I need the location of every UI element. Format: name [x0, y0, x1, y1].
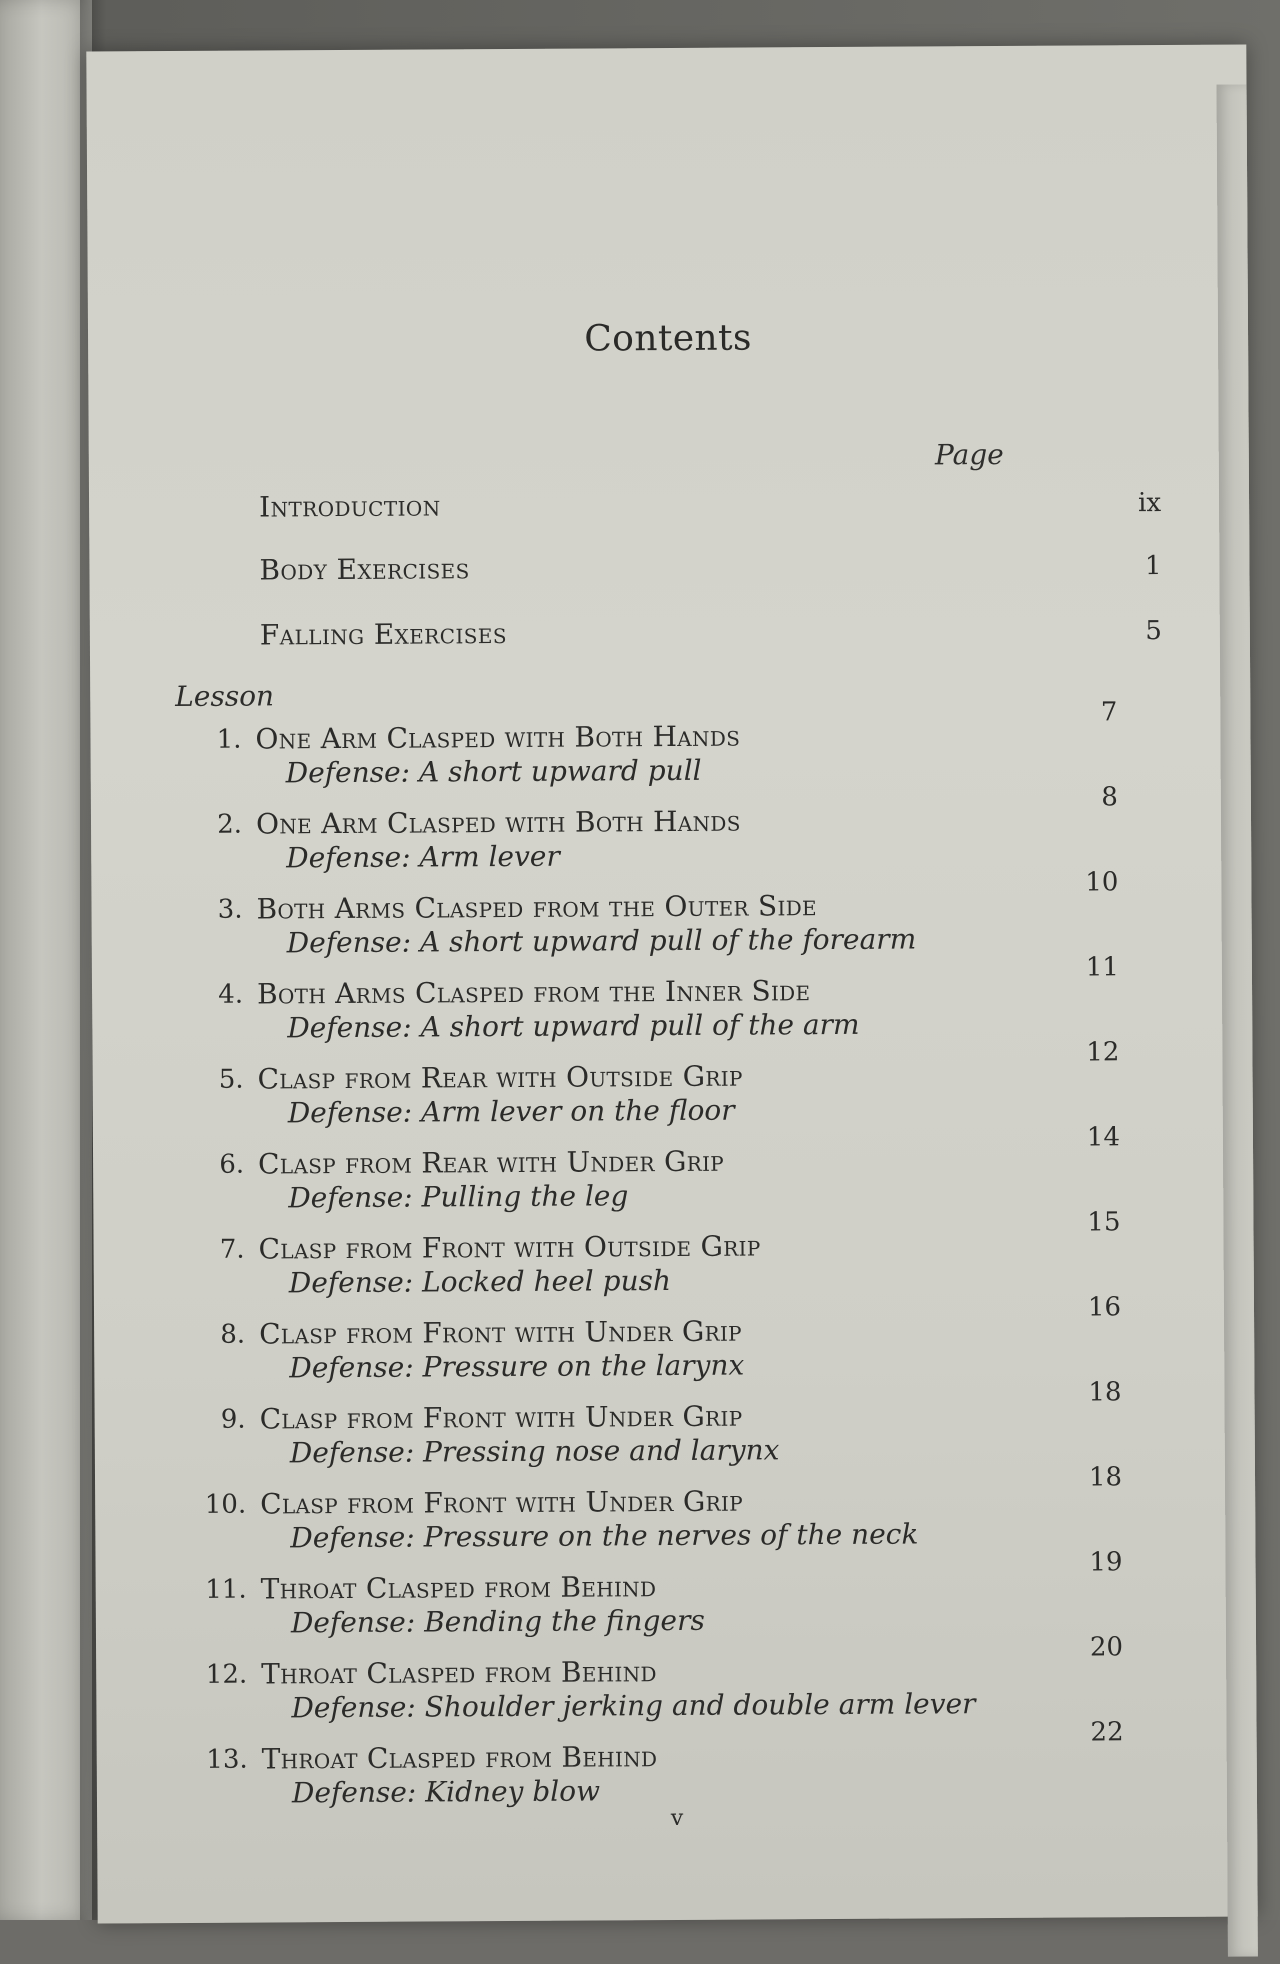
lesson-entry [198, 1122, 1139, 1225]
lesson-defense: Defense: Shoulder jerking and double arm lever [291, 1687, 976, 1725]
book-page [86, 44, 1257, 1923]
lesson-page-number: 10 [1085, 867, 1119, 898]
page-column-header: Page [934, 437, 1004, 472]
lesson-title: One Arm Clasped with Both Hands [255, 719, 741, 756]
lesson-title: Both Arms Clasped from the Inner Side [256, 974, 811, 1011]
previous-page-edge [0, 0, 92, 1920]
entry-label: Falling Exercises [259, 617, 508, 652]
lesson-number: 5. [218, 1064, 244, 1095]
lesson-number: 2. [217, 809, 243, 840]
entry-page-number: 1 [1144, 551, 1162, 582]
lesson-title: One Arm Clasped with Both Hands [255, 804, 741, 841]
entry-page-number: ix [1137, 488, 1162, 519]
lesson-page-number: 19 [1089, 1547, 1123, 1578]
lesson-entry [201, 1547, 1142, 1650]
lesson-entry [196, 867, 1137, 970]
lesson-number: 12. [205, 1659, 248, 1690]
lesson-entry [197, 1037, 1138, 1140]
lesson-entry [200, 1462, 1141, 1565]
toc-entry-introduction [259, 485, 1179, 531]
lesson-title: Throat Clasped from Behind [261, 1655, 657, 1691]
lesson-entry [196, 782, 1137, 885]
lesson-number: 11. [205, 1574, 247, 1605]
page-title: Contents [584, 317, 752, 360]
lesson-title: Both Arms Clasped from the Outer Side [256, 889, 817, 926]
lesson-defense: Defense: Pressure on the nerves of the neck [290, 1517, 919, 1555]
lesson-entry [195, 697, 1136, 800]
lesson-page-number: 22 [1090, 1717, 1124, 1748]
lesson-header: Lesson [175, 679, 275, 714]
lesson-entry [197, 952, 1138, 1055]
lesson-number: 7. [219, 1234, 245, 1265]
lesson-defense: Defense: Kidney blow [291, 1774, 601, 1810]
lesson-defense: Defense: Pulling the leg [288, 1179, 629, 1215]
lesson-page-number: 7 [1100, 697, 1118, 728]
lesson-page-number: 12 [1086, 1037, 1120, 1068]
lesson-defense: Defense: Arm lever [286, 839, 560, 875]
lesson-number: 9. [220, 1404, 246, 1435]
lesson-title: Clasp from Front with Under Grip [259, 1399, 743, 1436]
lesson-page-number: 16 [1087, 1292, 1122, 1323]
lesson-entry [200, 1377, 1141, 1480]
lesson-number: 4. [218, 979, 244, 1010]
lesson-defense: Defense: A short upward pull of the forearm [286, 922, 917, 960]
lesson-defense: Defense: Arm lever on the floor [287, 1093, 735, 1130]
page-folio: v [670, 1805, 684, 1832]
lesson-title: Clasp from Rear with Outside Grip [257, 1059, 743, 1096]
lesson-list [195, 697, 1142, 1820]
lesson-defense: Defense: Locked heel push [288, 1264, 672, 1300]
toc-entry-body-exercises [259, 548, 1179, 594]
lesson-page-number: 18 [1088, 1377, 1122, 1408]
lesson-defense: Defense: A short upward pull [285, 753, 702, 790]
lesson-number: 8. [220, 1319, 246, 1350]
lesson-title: Throat Clasped from Behind [260, 1570, 657, 1606]
lesson-entry [199, 1292, 1140, 1395]
lesson-defense: Defense: A short upward pull of the arm [287, 1007, 860, 1045]
lesson-number: 1. [216, 724, 242, 755]
lesson-title: Clasp from Front with Under Grip [259, 1314, 742, 1351]
toc-entry-falling-exercises [260, 613, 1180, 659]
entry-label: Body Exercises [259, 552, 470, 587]
lesson-title: Throat Clasped from Behind [261, 1740, 658, 1776]
lesson-defense: Defense: Pressing nose and larynx [289, 1433, 780, 1470]
entry-page-number: 5 [1145, 616, 1162, 647]
lesson-defense: Defense: Pressure on the larynx [289, 1348, 745, 1385]
lesson-page-number: 14 [1086, 1122, 1121, 1153]
lesson-page-number: 18 [1088, 1462, 1123, 1493]
lesson-entry [201, 1632, 1142, 1735]
lesson-page-number: 8 [1101, 782, 1118, 813]
lesson-number: 6. [219, 1149, 245, 1180]
lesson-title: Clasp from Rear with Under Grip [257, 1144, 725, 1181]
lesson-title: Clasp from Front with Under Grip [260, 1484, 744, 1521]
lesson-number: 3. [217, 894, 243, 925]
lesson-defense: Defense: Bending the fingers [290, 1603, 705, 1640]
entry-label: Introduction [258, 489, 441, 524]
table-of-contents [86, 44, 1257, 1923]
lesson-page-number: 11 [1085, 952, 1119, 983]
lesson-title: Clasp from Front with Outside Grip [258, 1229, 761, 1266]
lesson-number: 10. [204, 1489, 247, 1520]
lesson-number: 13. [206, 1744, 248, 1775]
lesson-entry [198, 1207, 1139, 1310]
lesson-page-number: 20 [1089, 1632, 1124, 1663]
lesson-page-number: 15 [1087, 1207, 1121, 1238]
